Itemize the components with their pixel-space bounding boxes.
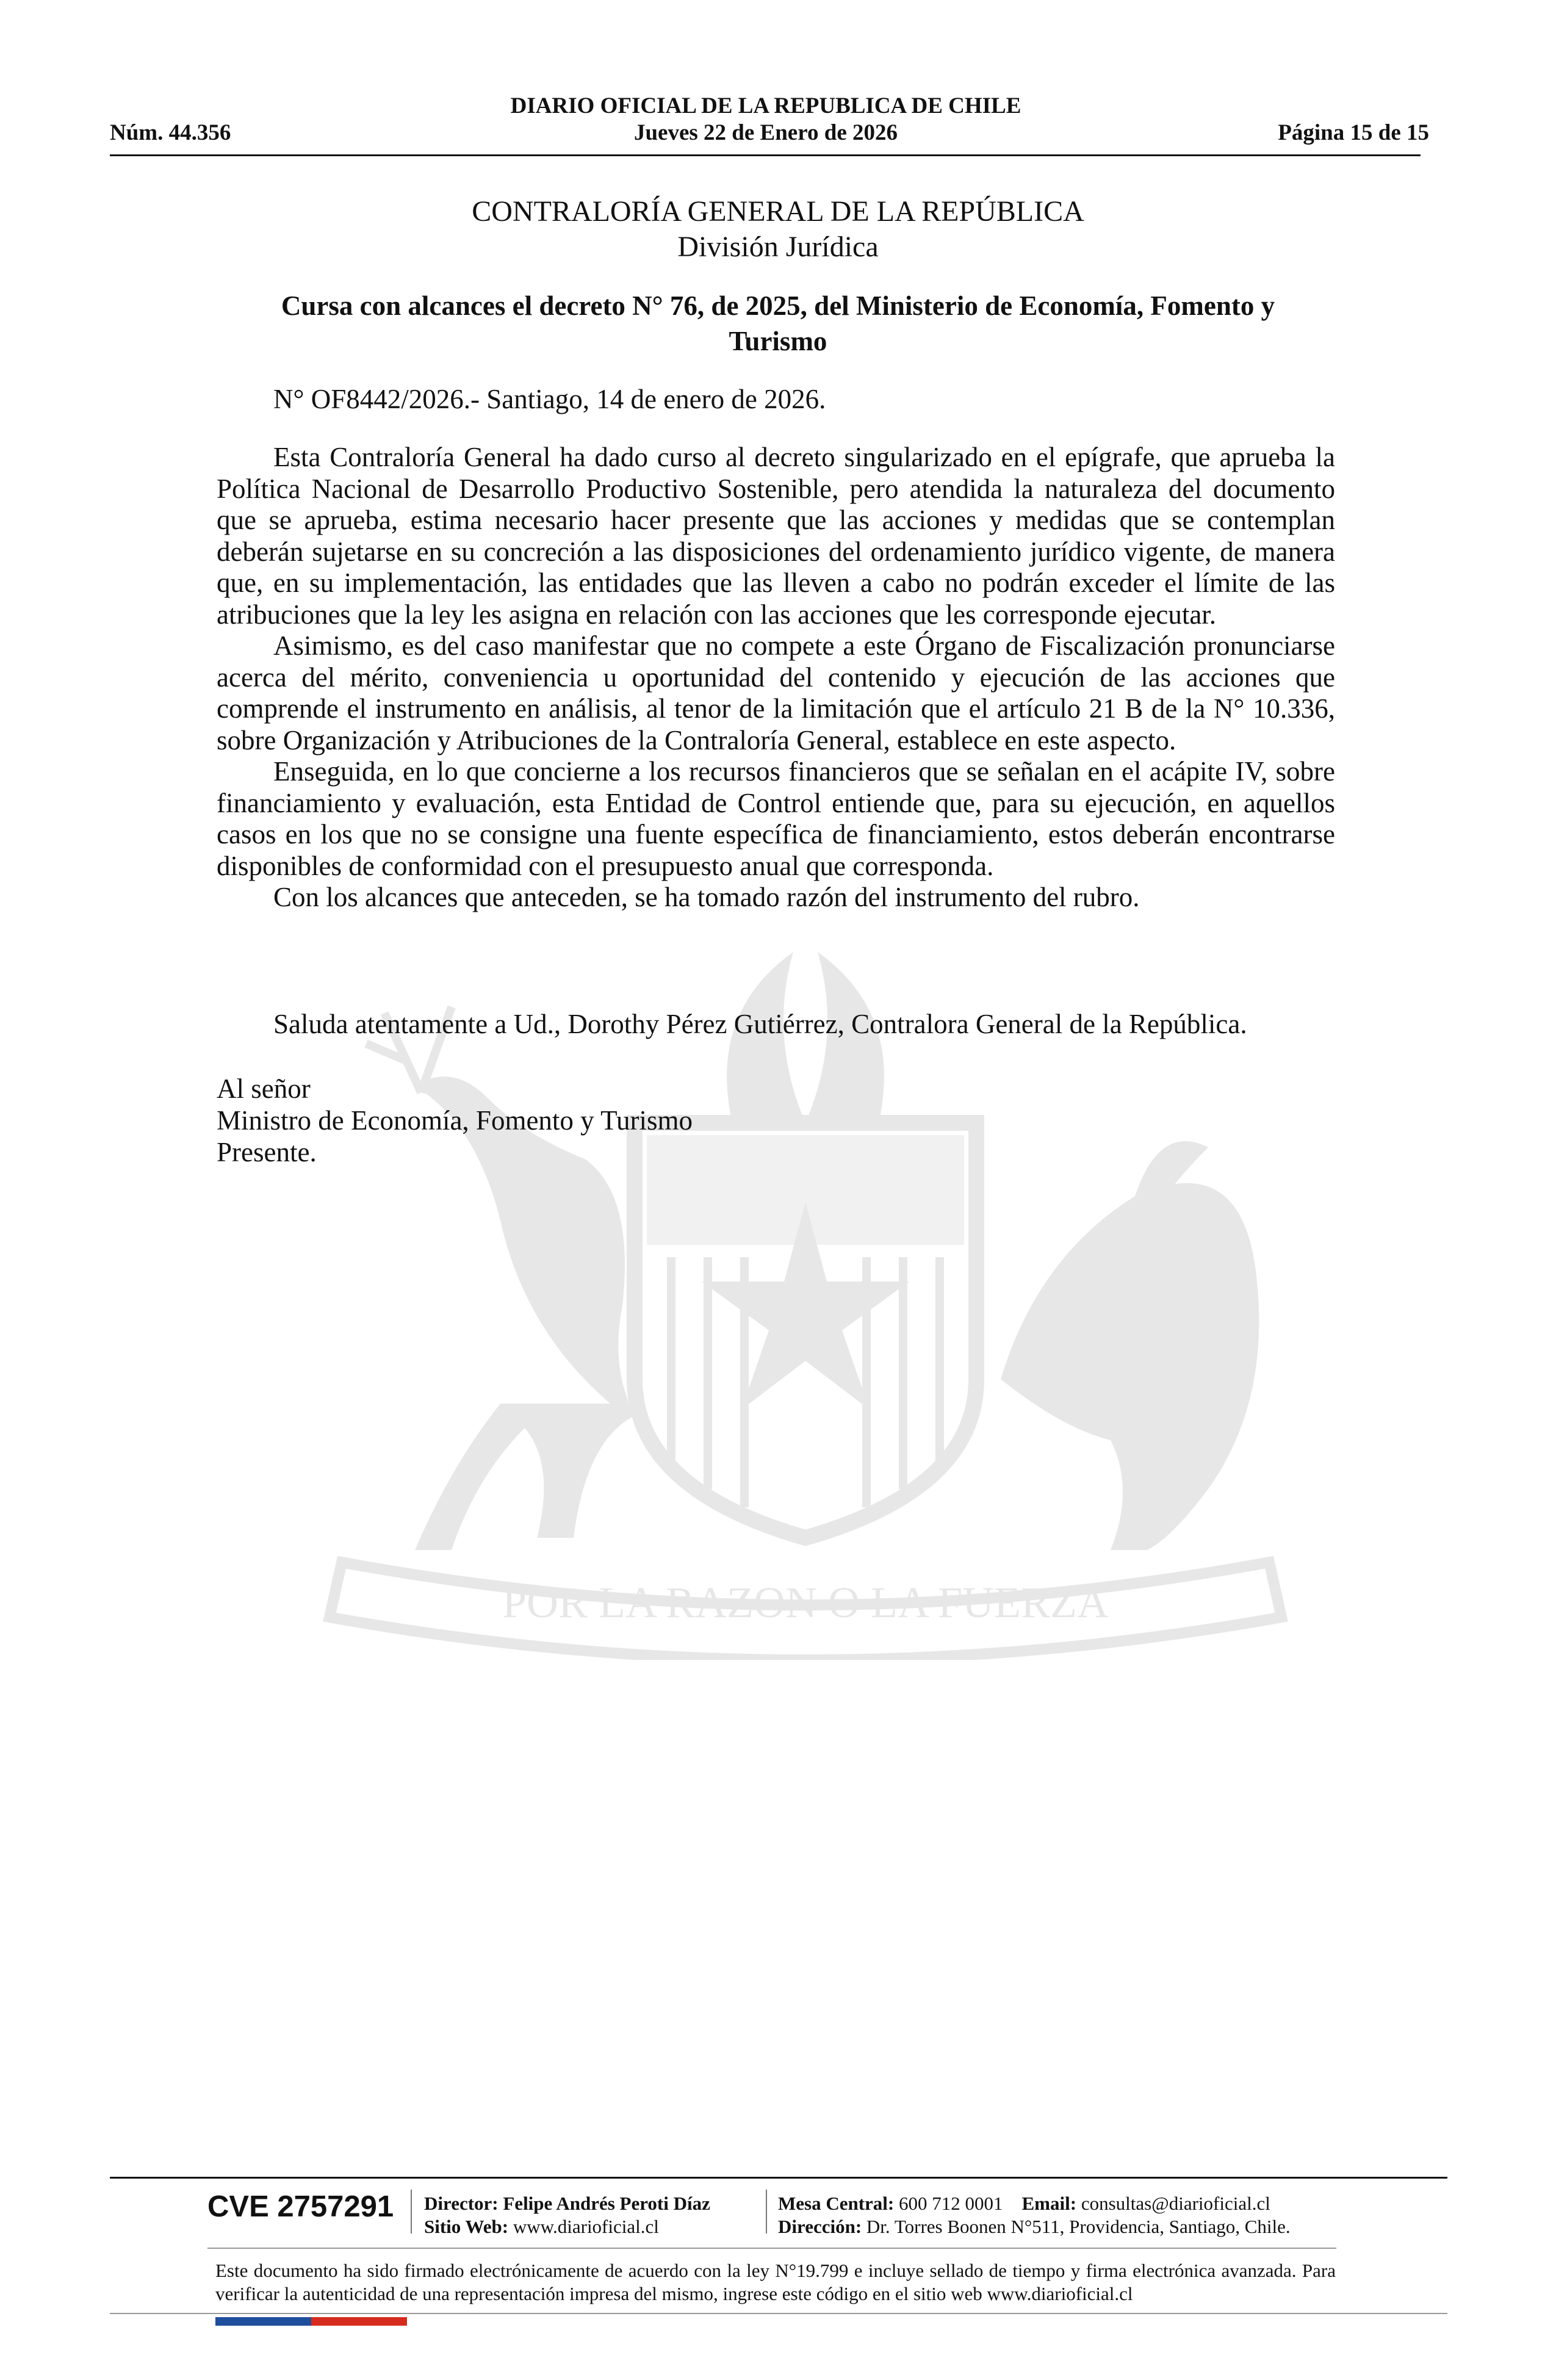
cve-code: CVE 2757291: [207, 2190, 394, 2223]
institution-heading: [0, 194, 1556, 265]
document-body: [217, 442, 1335, 914]
header-divider: [110, 154, 1421, 156]
addressee-line: Ministro de Economía, Fomento y Turismo: [217, 1105, 693, 1136]
email-link[interactable]: consultas@diarioficial.cl: [1081, 2193, 1270, 2214]
footer-separator: [411, 2190, 412, 2234]
phone-value: 600 712 0001: [899, 2193, 1003, 2214]
website-link[interactable]: www.diarioficial.cl: [513, 2216, 659, 2237]
footer-divider: [207, 2248, 1336, 2249]
page-indicator: Página 15 de 15: [1278, 120, 1429, 145]
document-reference: N° OF8442/2026.- Santiago, 14 de enero de 2026.: [273, 384, 826, 414]
body-paragraph: Asimismo, es del caso manifestar que no compete a este Órgano de Fiscalización pronunciarse acerca del mérito, conveniencia u oportunidad del contenido y ejecución de las acciones que comprende el instrumento en análisis, al tenor de la limitación que el artículo 21 B de la N° 10.336, sobre Organización y Atribuciones de la Contraloría General, establece en este aspecto.: [217, 630, 1335, 755]
addressee-block: [217, 1073, 693, 1168]
institution-name: CONTRALORÍA GENERAL DE LA REPÚBLICA: [472, 195, 1084, 228]
body-paragraph: Enseguida, en lo que concierne a los recursos financieros que se señalan en el acápite IV, sobre financiamiento y evaluación, esta Entidad de Control entiende que, para su ejecución, en aquellos casos en los que no se consigne una fuente específica de financiamiento, estos deberán encontrarse disponibles de conformidad con el presupuesto anual que corresponda.: [217, 756, 1335, 881]
address-label: Dirección:: [778, 2216, 862, 2237]
body-paragraph: Esta Contraloría General ha dado curso al decreto singularizado en el epígrafe, que aprueba la Política Nacional de Desarrollo Productivo Sostenible, pero atendida la naturaleza del documento que se aprueba, estima necesario hacer presente que las acciones y medidas que se contemplan deberán sujetarse en su concreción a las disposiciones del ordenamiento jurídico vigente, de manera que, en su implementación, las entidades que las lleven a cabo no podrán exceder el límite de las atribuciones que la ley les asigna en relación con las acciones que les corresponde ejecutar.: [217, 442, 1335, 630]
director-label: Director:: [424, 2193, 499, 2214]
institution-division: División Jurídica: [677, 231, 879, 263]
flag-blue-segment: [215, 2317, 311, 2326]
director-name: Felipe Andrés Peroti Díaz: [503, 2193, 710, 2214]
watermark-motto: POR LA RAZON O LA FUERZA: [502, 1578, 1109, 1627]
email-label: Email:: [1021, 2193, 1077, 2214]
flag-color-bar: [215, 2317, 407, 2326]
footer-divider: [110, 2177, 1447, 2179]
addressee-line: Al señor: [217, 1073, 311, 1104]
issue-number: Núm. 44.356: [110, 120, 231, 145]
body-paragraph: Con los alcances que anteceden, se ha tomado razón del instrumento del rubro.: [273, 882, 1140, 912]
salutation: Saluda atentamente a Ud., Dorothy Pérez Gutiérrez, Contralora General de la República.: [273, 1009, 1247, 1039]
signature-note: Este documento ha sido firmado electrónicamente de acuerdo con la ley N°19.799 e incluye sellado de tiempo y firma electrónica avanzada. Para verificar la autenticidad de una representación impresa del mismo, ingrese este código en el sitio web www.diarioficial.cl: [215, 2260, 1336, 2304]
coat-of-arms-watermark-icon: [268, 940, 1342, 1660]
address-value: Dr. Torres Boonen N°511, Providencia, Santiago, Chile.: [866, 2216, 1291, 2237]
footer-director-column: [424, 2192, 710, 2238]
footer-contact-column: [778, 2192, 1291, 2238]
issue-date: Jueves 22 de Enero de 2026: [633, 120, 898, 145]
document-title: Cursa con alcances el decreto N° 76, de 2025, del Ministerio de Economía, Fomento y Turismo: [281, 290, 1275, 356]
phone-label: Mesa Central:: [778, 2193, 895, 2214]
addressee-line: Presente.: [217, 1137, 317, 1167]
flag-red-segment: [311, 2317, 407, 2326]
website-label: Sitio Web:: [424, 2216, 509, 2237]
footer-separator: [766, 2190, 767, 2234]
footer-divider: [110, 2313, 1447, 2314]
newspaper-title: DIARIO OFICIAL DE LA REPUBLICA DE CHILE: [510, 93, 1021, 118]
